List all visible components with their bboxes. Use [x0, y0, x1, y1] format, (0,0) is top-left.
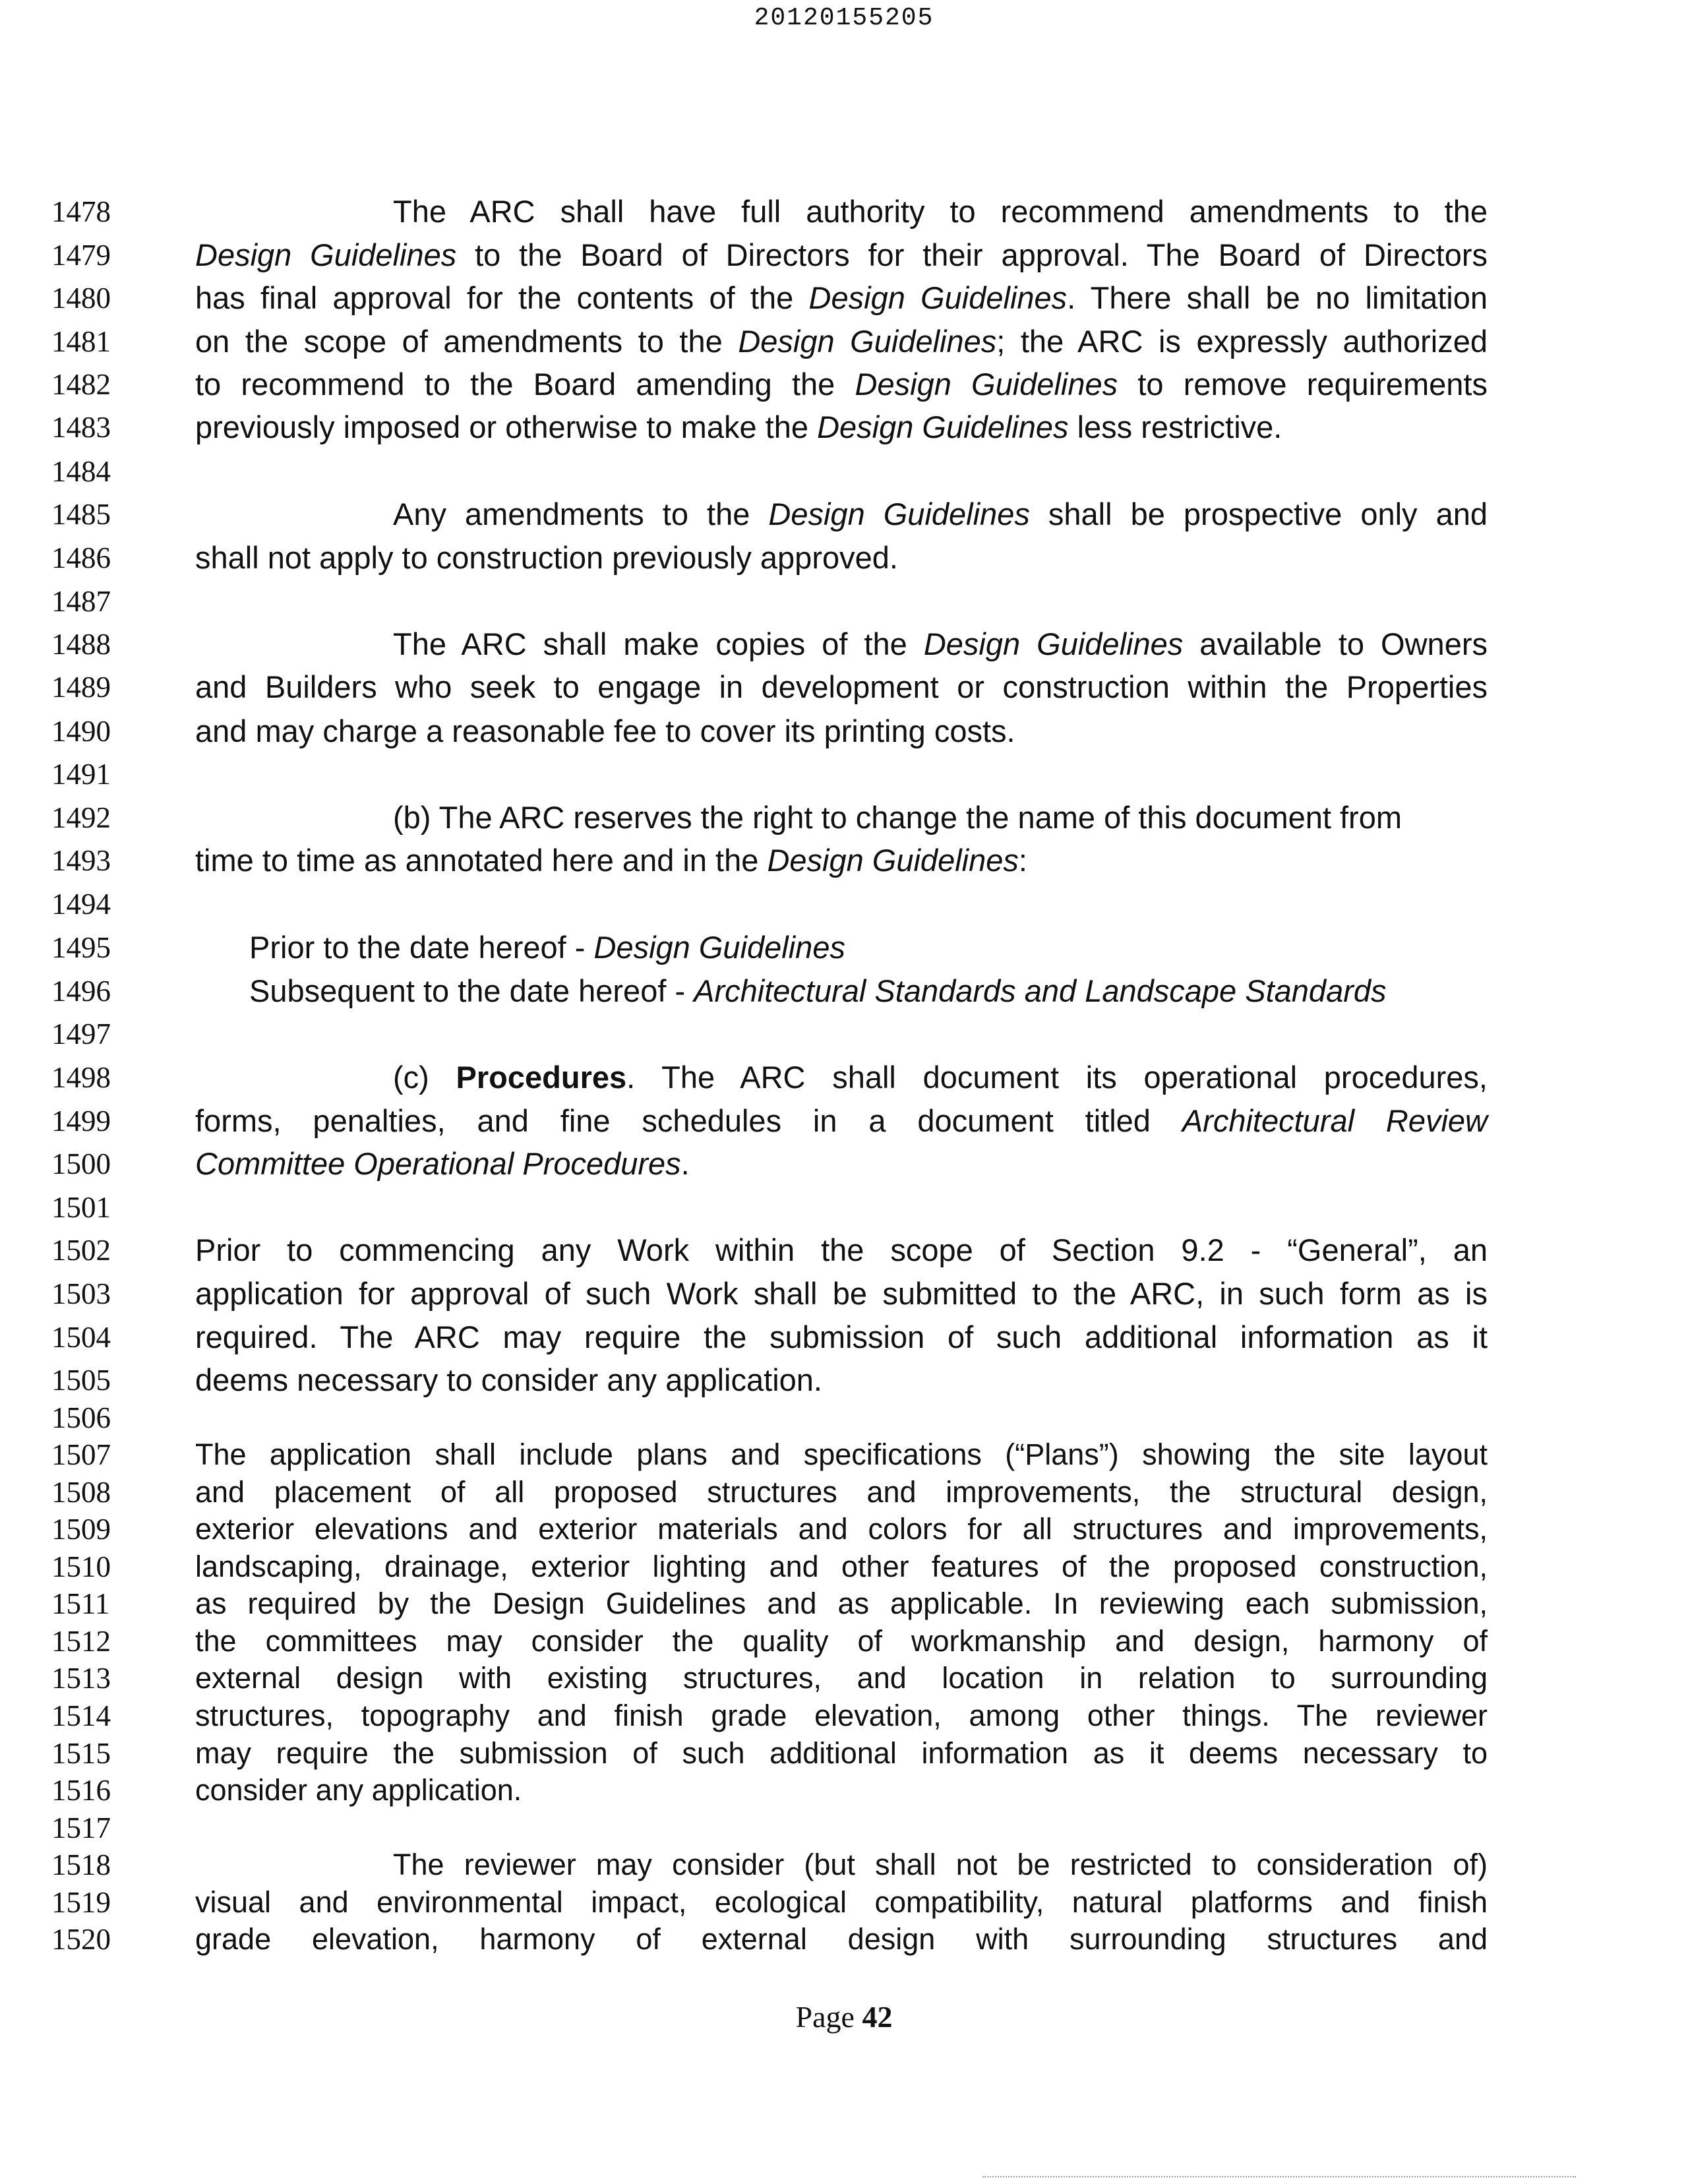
line-number: 1504 — [51, 1321, 111, 1354]
line-number: 1505 — [51, 1364, 111, 1397]
text-line: Any amendments to the Design Guidelines shall be prospective only and — [393, 497, 1488, 531]
text-line: and Builders who seek to engage in development or construction within the Properties — [195, 669, 1488, 704]
text-line: application for approval of such Work shall be submitted to the ARC, in such form as is — [195, 1276, 1488, 1311]
line-number: 1498 — [51, 1061, 111, 1094]
line-number: 1501 — [51, 1191, 111, 1224]
line-number: 1487 — [51, 585, 111, 618]
line-number: 1503 — [51, 1277, 111, 1310]
name-list-item: Subsequent to the date hereof - Architectural Standards and Landscape Standards — [249, 973, 1387, 1008]
footer-rule — [982, 2176, 1576, 2177]
text-line: previously imposed or otherwise to make the Design Guidelines less restrictive. — [195, 410, 1282, 444]
line-number: 1499 — [51, 1105, 111, 1138]
line-number: 1494 — [51, 888, 111, 921]
line-number: 1513 — [51, 1662, 111, 1695]
text-line: Committee Operational Procedures. — [195, 1146, 690, 1181]
line-number: 1512 — [51, 1625, 111, 1658]
text-line: to recommend to the Board amending the Design Guidelines to remove requirements — [195, 367, 1488, 402]
line-number: 1481 — [51, 325, 111, 358]
text-line: The application shall include plans and specifications (“Plans”) showing the site layout — [195, 1438, 1488, 1471]
text-line: required. The ARC may require the submission of such additional information as it — [195, 1320, 1488, 1354]
text-line: The ARC shall make copies of the Design Guidelines available to Owners — [393, 626, 1488, 661]
line-number: 1483 — [51, 411, 111, 444]
page-number: Page 42 — [795, 2000, 893, 2034]
line-number: 1500 — [51, 1147, 111, 1180]
line-number: 1502 — [51, 1234, 111, 1267]
line-number: 1506 — [51, 1401, 111, 1434]
text-line: The reviewer may consider (but shall not be restricted to consideration of) — [393, 1848, 1488, 1881]
text-line: Prior to commencing any Work within the scope of Section 9.2 - “General”, an — [195, 1232, 1488, 1267]
line-number: 1511 — [51, 1587, 110, 1620]
name-list-item: Prior to the date hereof - Design Guidelines — [249, 930, 845, 965]
line-number: 1519 — [51, 1886, 111, 1919]
text-line: shall not apply to construction previously approved. — [195, 540, 898, 575]
text-line: forms, penalties, and fine schedules in a document titled Architectural Review — [195, 1103, 1488, 1138]
line-number: 1490 — [51, 715, 111, 748]
line-number: 1497 — [51, 1017, 111, 1050]
line-number: 1485 — [51, 498, 111, 531]
text-line: grade elevation, harmony of external design with surrounding structures and — [195, 1922, 1488, 1956]
text-line: the committees may consider the quality of workmanship and design, harmony of — [195, 1624, 1488, 1658]
text-line: consider any application. — [195, 1773, 522, 1807]
line-number: 1510 — [51, 1550, 111, 1583]
text-line: and placement of all proposed structures and improvements, the structural design, — [195, 1475, 1488, 1509]
line-number: 1493 — [51, 844, 111, 877]
line-number: 1488 — [51, 628, 111, 661]
line-number: 1508 — [51, 1476, 111, 1509]
line-number: 1492 — [51, 801, 111, 834]
line-number: 1507 — [51, 1438, 111, 1471]
line-number: 1515 — [51, 1737, 111, 1770]
line-number: 1517 — [51, 1811, 111, 1844]
line-number: 1478 — [51, 195, 111, 228]
line-number: 1516 — [51, 1774, 111, 1807]
line-number: 1491 — [51, 758, 111, 791]
line-number: 1518 — [51, 1848, 111, 1881]
line-number: 1480 — [51, 282, 111, 315]
line-number: 1509 — [51, 1513, 111, 1546]
line-number: 1489 — [51, 671, 111, 704]
text-line: (c) Procedures. The ARC shall document its operational procedures, — [393, 1060, 1488, 1095]
text-line: has final approval for the contents of the Design Guidelines. There shall be no limitation — [195, 280, 1488, 315]
line-number: 1484 — [51, 455, 111, 488]
line-number: 1479 — [51, 239, 111, 272]
text-line: Design Guidelines to the Board of Directors for their approval. The Board of Directors — [195, 237, 1488, 272]
text-line: structures, topography and finish grade elevation, among other things. The reviewer — [195, 1699, 1488, 1732]
text-line: landscaping, drainage, exterior lighting and other features of the proposed construction, — [195, 1550, 1488, 1583]
line-number: 1514 — [51, 1699, 111, 1732]
line-number: 1520 — [51, 1923, 111, 1956]
section-heading: Procedures — [456, 1060, 627, 1095]
line-number: 1496 — [51, 975, 111, 1008]
document-number: 20120155205 — [754, 4, 934, 32]
text-line: as required by the Design Guidelines and as applicable. In reviewing each submission, — [195, 1587, 1488, 1620]
text-line: on the scope of amendments to the Design Guidelines; the ARC is expressly authorized — [195, 324, 1488, 359]
line-number: 1482 — [51, 368, 111, 401]
text-line: time to time as annotated here and in the Design Guidelines: — [195, 843, 1027, 878]
text-line: and may charge a reasonable fee to cover its printing costs. — [195, 713, 1015, 748]
text-line: (b) The ARC reserves the right to change the name of this document from — [393, 800, 1402, 835]
text-line: visual and environmental impact, ecological compatibility, natural platforms and finish — [195, 1885, 1488, 1919]
text-line: may require the submission of such additional information as it deems necessary to — [195, 1736, 1488, 1770]
text-line: deems necessary to consider any application. — [195, 1362, 822, 1397]
text-line: external design with existing structures, and location in relation to surrounding — [195, 1661, 1488, 1695]
text-line: exterior elevations and exterior materials and colors for all structures and improvements, — [195, 1512, 1488, 1546]
line-number: 1486 — [51, 541, 111, 574]
text-line: The ARC shall have full authority to recommend amendments to the — [393, 194, 1488, 229]
line-number: 1495 — [51, 931, 111, 964]
